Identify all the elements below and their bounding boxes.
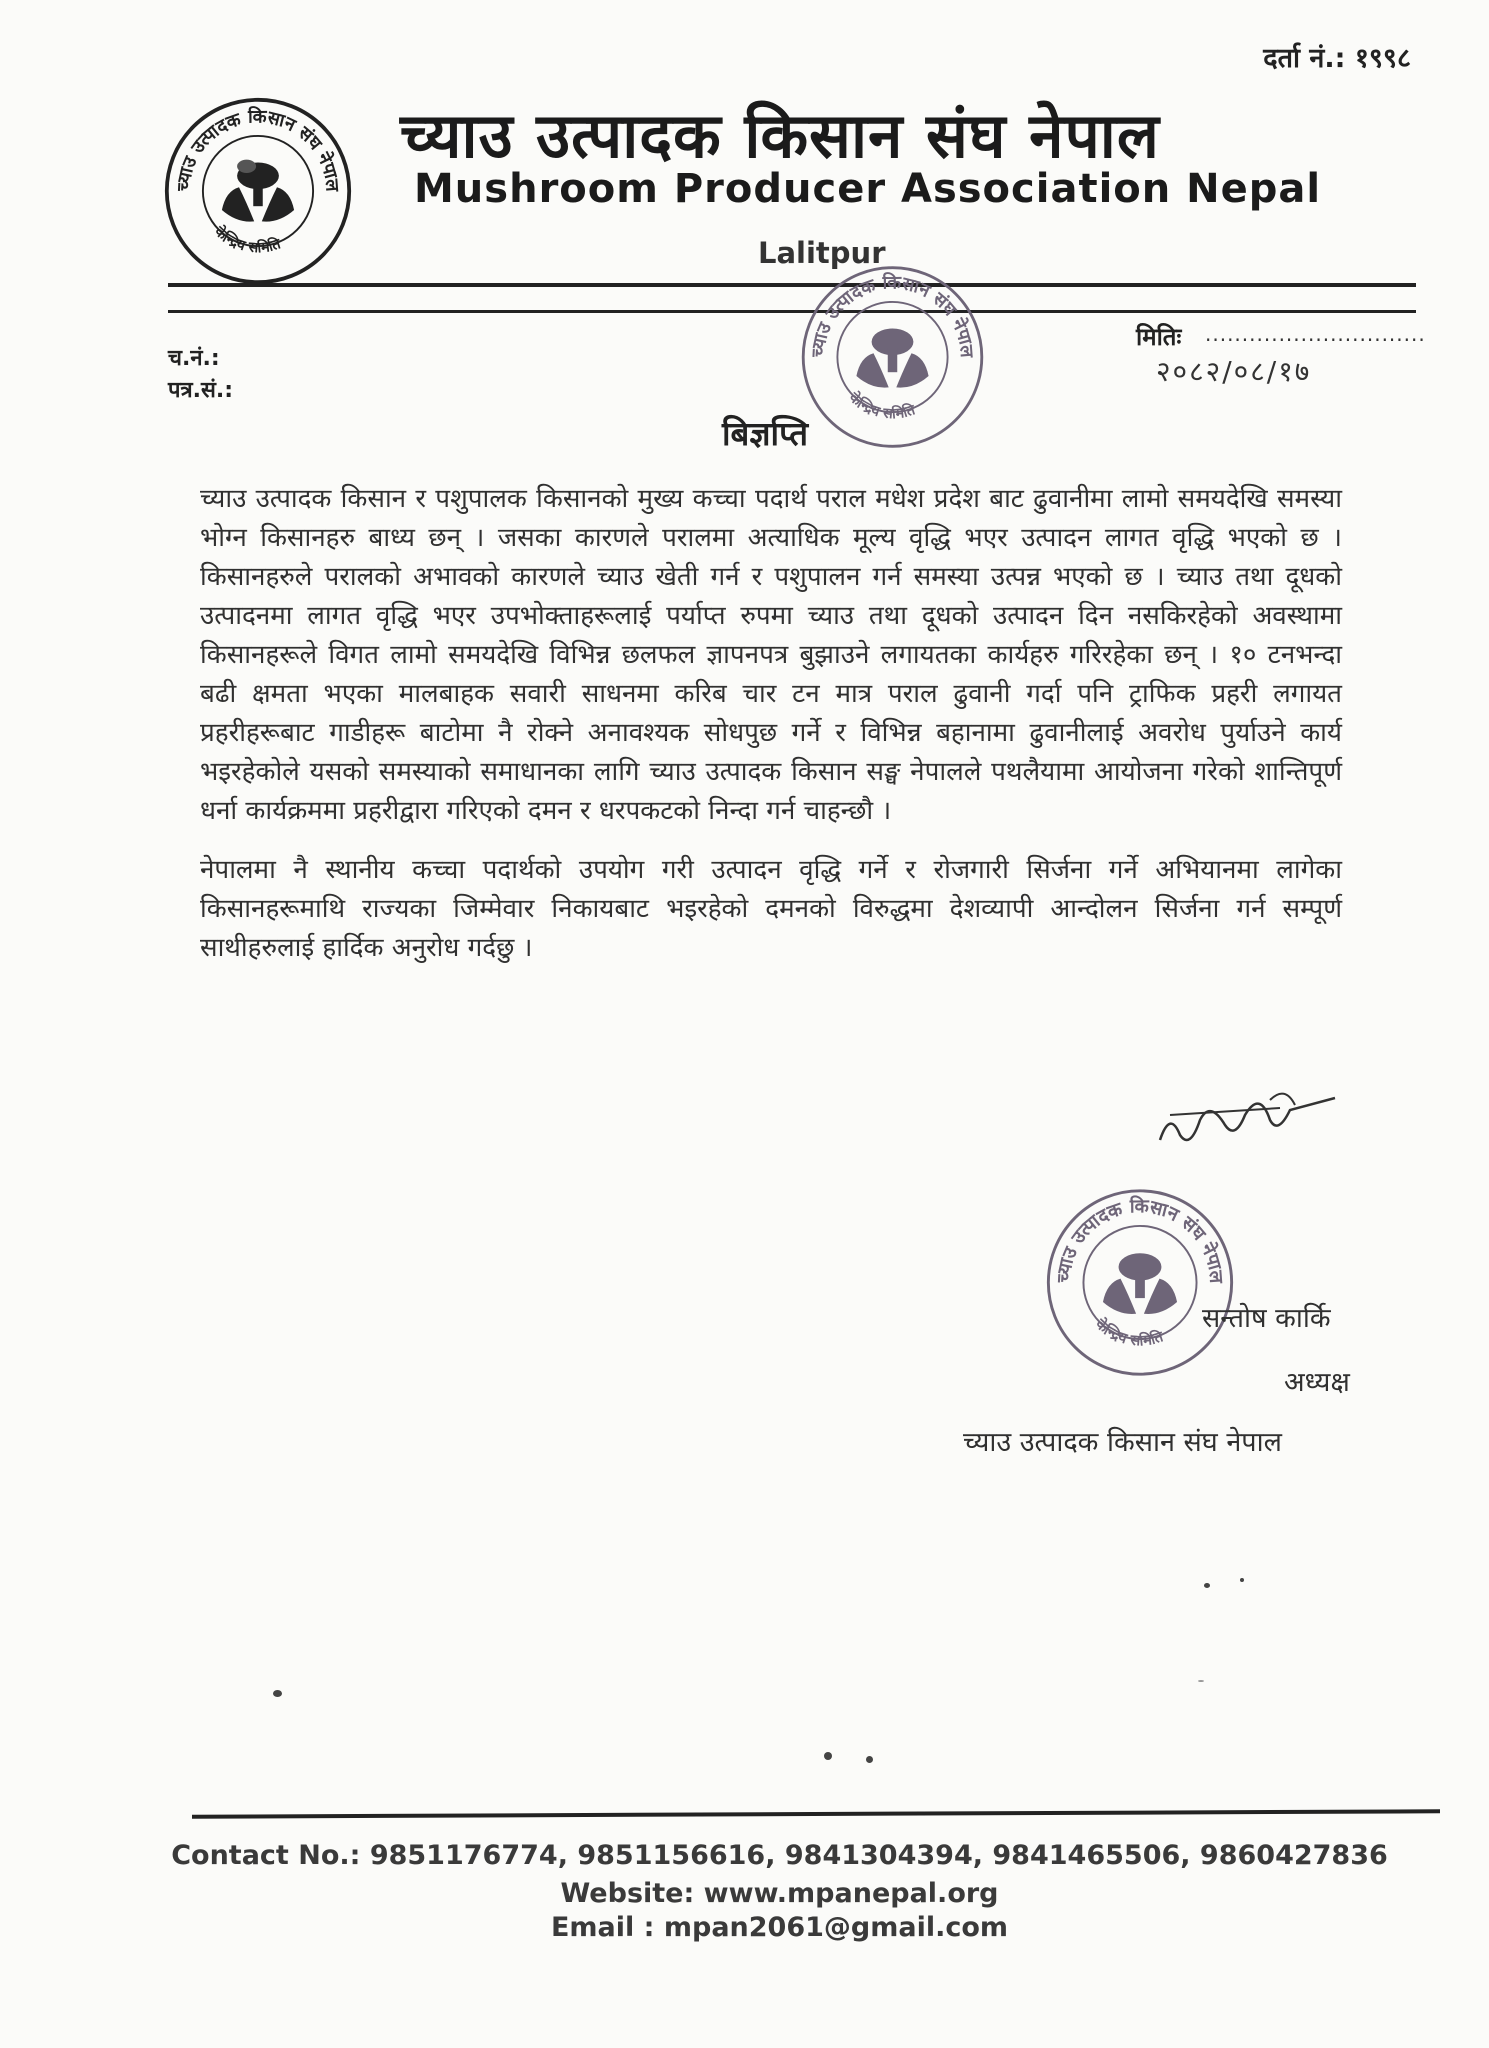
seal-bottom-text: केन्द्रिय समिति <box>211 223 283 257</box>
seal-top-text: च्याउ उत्पादक किसान संघ नेपाल <box>173 106 343 193</box>
scan-speck <box>1198 1680 1204 1682</box>
notice-title: बिज्ञप्ति <box>722 414 809 453</box>
footer-website: Website: www.mpanepal.org <box>560 1878 999 1909</box>
org-name-nepali: च्याउ उत्पादक किसान संघ नेपाल <box>400 99 1160 172</box>
svg-text:केन्द्रिय समिति <box>1091 1314 1166 1349</box>
stamp-bottom-text: केन्द्रिय समिति <box>845 389 918 423</box>
handwritten-signature <box>1150 1080 1340 1160</box>
letter-number-label: पत्र.सं.: <box>168 378 234 403</box>
official-stamp-bottom <box>1040 1185 1240 1380</box>
date-dotted-line: .............................. <box>1205 322 1426 346</box>
svg-text:केन्द्रिय समिति <box>210 222 283 257</box>
stamp-bottom-bottom-text: केन्द्रिय समिति <box>1091 1315 1166 1350</box>
scan-speck <box>824 1752 832 1760</box>
dispatch-number-label: च.नं.: <box>168 346 220 371</box>
hands-mushroom-emblem <box>222 160 294 222</box>
date-label: मितिः <box>1136 323 1182 351</box>
header-rule-thin <box>168 310 1416 313</box>
association-logo-seal <box>163 96 353 286</box>
stamp-bottom-top-text: च्याउ उत्पादक किसान संघ नेपाल <box>1053 1196 1227 1284</box>
signatory-name: सन्तोष कार्कि <box>1202 1303 1331 1334</box>
footer-email: Email : mpan2061@gmail.com <box>550 1912 1009 1943</box>
org-location: Lalitpur <box>758 236 886 270</box>
svg-text:केन्द्रिय समिति <box>845 388 918 423</box>
scan-speck <box>1204 1583 1210 1588</box>
scan-speck <box>866 1756 873 1763</box>
stamp-top-text: च्याउ उत्पादक किसान संघ नेपाल <box>808 272 978 359</box>
notice-paragraph-2: नेपालमा नै स्थानीय कच्चा पदार्थको उपयोग गरी उत्पादन वृद्धि गर्ने र रोजगारी सिर्जना गर्ने अभियानमा लागेका किसानहरूमाथि राज्यका जिम्मेवार निकायबाट भइरहेको दमनको विरुद्धमा देशव्यापी आन्दोलन सिर्जना गर्न सम्पूर्ण साथीहरुलाई हार्दिक अनुरोध गर्दछु । <box>200 855 1342 963</box>
scan-speck <box>273 1690 282 1697</box>
header-rule-thick <box>168 283 1416 287</box>
footer-contact-numbers: Contact No.: 9851176774, 9851156616, 9841304394, 9841465506, 9860427836 <box>171 1840 1388 1871</box>
signatory-organization: च्याउ उत्पादक किसान संघ नेपाल <box>963 1427 1282 1458</box>
date-value: २०८२/०८/१७ <box>1156 355 1312 388</box>
scan-speck <box>1240 1578 1244 1582</box>
signatory-title: अध्यक्ष <box>1284 1367 1350 1398</box>
notice-paragraph-1: च्याउ उत्पादक किसान र पशुपालक किसानको मुख्य कच्चा पदार्थ पराल मधेश प्रदेश बाट ढुवानीमा लामो समयदेखि समस्या भोग्न किसानहरु बाध्य छन् । जसका कारणले परालमा अत्याधिक मूल्य वृद्धि भएर उत्पादन लागत वृद्धि भएको छ । किसानहरुले परालको अभावको कारणले च्याउ खेती गर्न र पशुपालन गर्न समस्या उत्पन्न भएको छ । च्याउ तथा दूधको उत्पादनमा लागत वृद्धि भएर उपभोक्ताहरूलाई पर्याप्त रुपमा च्याउ तथा दूधको उत्पादन दिन नसकिरहेको अवस्थामा किसानहरूले विगत लामो समयदेखि विभिन्न छलफल ज्ञापनपत्र बुझाउने लगायतका कार्यहरु गरिरहेका छन् । १० टनभन्दा बढी क्षमता भएका मालबाहक सवारी साधनमा करिब चार टन मात्र पराल ढुवानी गर्दा पनि ट्राफिक प्रहरी लगायत प्रहरीहरूबाट गाडीहरू बाटोमा नै रोक्ने अनावश्यक सोधपुछ गर्ने र विभिन्न बहानामा ढुवानीलाई अवरोध पुर्याउने कार्य भइरहेकोले यसको समस्याको समाधानका लागि च्याउ उत्पादक किसान सङ्घ नेपालले पथलैयामा आयोजना गरेको शान्तिपूर्ण धर्ना कार्यक्रममा प्रहरीद्वारा गरिएको दमन र धरपकटको निन्दा गर्न चाहन्छौ । <box>200 484 1342 826</box>
org-name-english: Mushroom Producer Association Nepal <box>414 166 1322 212</box>
registration-number: दर्ता नं.: १९९८ <box>1263 43 1411 74</box>
official-stamp-top <box>795 262 990 452</box>
notice-body <box>200 480 1342 988</box>
footer-rule <box>192 1809 1440 1818</box>
